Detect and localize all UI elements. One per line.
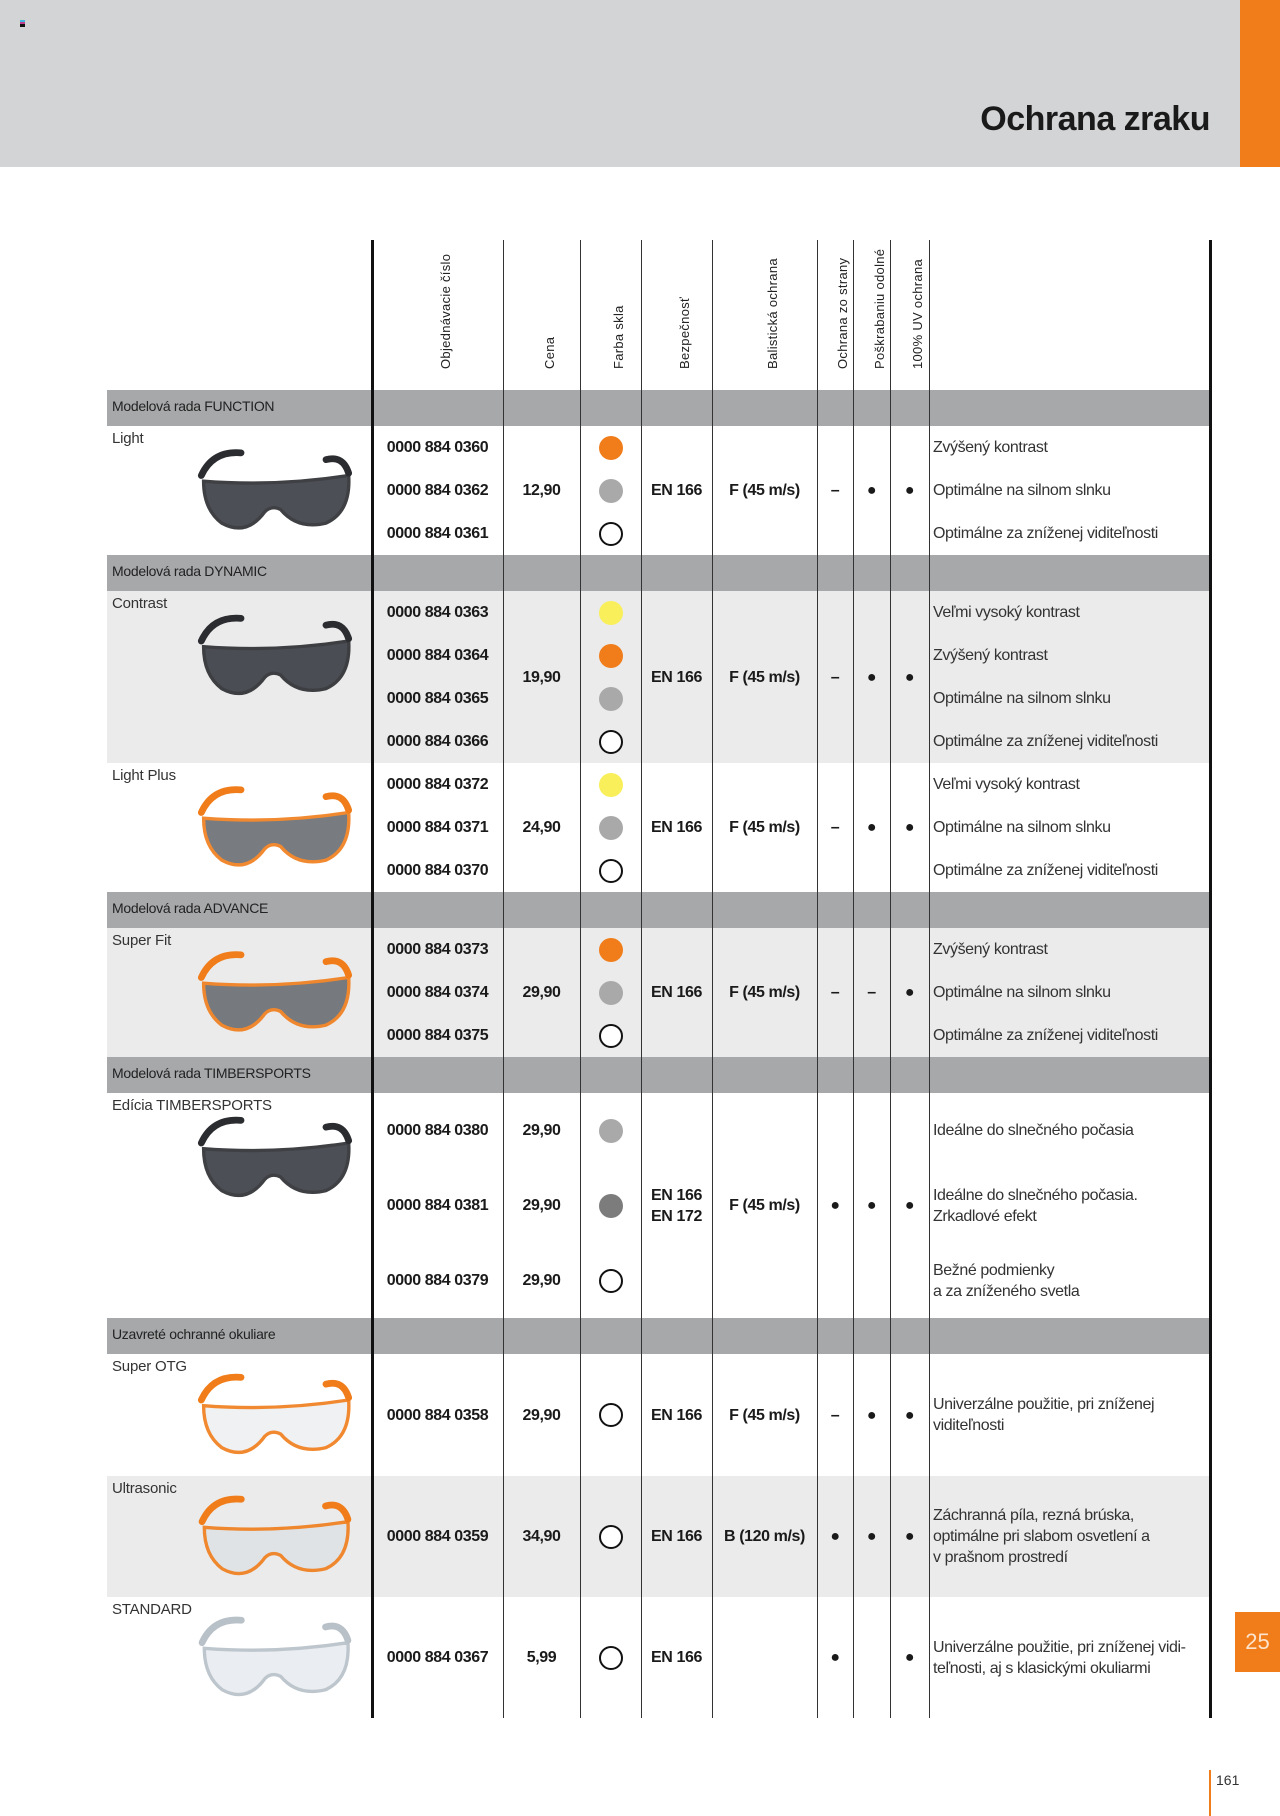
ballistic-protection: B (120 m/s) (724, 1528, 805, 1545)
column-header-label: Farba skla (610, 305, 626, 369)
side-protection: – (830, 482, 840, 499)
lens-color (580, 720, 641, 763)
order-number: 0000 884 0361 (386, 525, 489, 542)
page-number: 161 (1216, 1772, 1240, 1788)
product-image (190, 1609, 360, 1710)
description: Optimálne na silnom slnku (933, 819, 1111, 836)
uv-protection: ● (904, 1406, 915, 1424)
ballistic-protection: F (45 m/s) (729, 984, 800, 1001)
product-name: Super Fit (112, 932, 172, 949)
column-header (372, 240, 503, 390)
safety-glasses-icon (190, 603, 360, 713)
column-divider (503, 240, 504, 1718)
description: Optimálne za zníženej viditeľnosti (933, 1027, 1158, 1044)
order-number: 0000 884 0375 (386, 1027, 489, 1044)
description: Záchranná píla, rezná brúska, optimálne pri slabom osvetlení a v prašnom prostredí (933, 1507, 1150, 1566)
column-divider (712, 240, 713, 1718)
order-number: 0000 884 0370 (386, 862, 489, 879)
safety-standard: EN 166 EN 172 (651, 1186, 702, 1225)
column-header (712, 240, 817, 390)
lens-color (580, 1014, 641, 1057)
description: Univerzálne použitie, pri zníženej vidi- teľnosti, aj s klasickými okuliarmi (933, 1638, 1186, 1677)
price: 12,90 (522, 482, 561, 499)
gray-lens-dot-icon (599, 479, 623, 503)
scratch-resistant: ● (866, 1406, 877, 1424)
header-accent (1240, 0, 1280, 167)
column-divider (371, 240, 374, 1718)
product-name: Edícia TIMBERSPORTS (112, 1097, 272, 1114)
safety-glasses-icon (190, 1366, 360, 1468)
order-number: 0000 884 0374 (386, 984, 489, 1001)
product-name: STANDARD (112, 1601, 192, 1618)
price: 29,90 (522, 1197, 561, 1214)
lens-color (580, 763, 641, 806)
description: Zvýšený kontrast (933, 647, 1048, 664)
clear-lens-circle-icon (599, 730, 623, 754)
product-name: Light (112, 430, 144, 447)
column-header-label: Ochrana zo strany (835, 257, 850, 369)
clear-lens-circle-icon (599, 1646, 623, 1670)
column-divider (890, 240, 891, 1718)
column-header-label: Balistická ochrana (764, 258, 780, 369)
uv-protection: ● (904, 819, 915, 836)
scratch-resistant (853, 1597, 890, 1718)
lens-color (580, 634, 641, 677)
ballistic-protection (712, 1597, 817, 1718)
uv-protection: ● (904, 1649, 915, 1666)
order-number: 0000 884 0358 (386, 1406, 489, 1424)
product-name: Super OTG (112, 1358, 187, 1375)
safety-glasses-icon (190, 1609, 360, 1710)
description: Ideálne do slnečného počasia. Zrkadlové efekt (933, 1186, 1138, 1225)
order-number: 0000 884 0373 (386, 941, 489, 958)
lens-color (580, 1597, 641, 1718)
column-header-label: Cena (541, 336, 557, 369)
safety-glasses-icon (190, 438, 360, 547)
description: Optimálne na silnom slnku (933, 984, 1111, 1001)
safety-glasses-icon (190, 940, 360, 1049)
column-divider (580, 240, 581, 1718)
price: 29,90 (522, 1122, 561, 1139)
clear-lens-circle-icon (599, 1269, 623, 1293)
yellow-lens-dot-icon (599, 773, 623, 797)
section-title: Modelová rada FUNCTION (112, 398, 275, 414)
safety-glasses-icon (190, 775, 360, 884)
ballistic-protection: F (45 m/s) (729, 668, 800, 686)
section-header (107, 1318, 1210, 1354)
section-title: Modelová rada DYNAMIC (112, 563, 267, 579)
price: 29,90 (522, 984, 561, 1001)
page-number-divider (1209, 1770, 1211, 1816)
safety-standard: EN 166 (651, 819, 702, 836)
lens-color (580, 469, 641, 512)
section-title: Modelová rada TIMBERSPORTS (112, 1065, 311, 1081)
lens-color (580, 806, 641, 849)
uv-protection: ● (904, 668, 915, 686)
lens-color (580, 1168, 641, 1243)
product-image (190, 438, 360, 547)
clear-lens-circle-icon (599, 1024, 623, 1048)
lens-color (580, 512, 641, 555)
scratch-resistant: ● (866, 1197, 877, 1214)
product-name: Ultrasonic (112, 1480, 177, 1497)
order-number: 0000 884 0371 (386, 819, 489, 836)
lens-color (580, 426, 641, 469)
description: Optimálne na silnom slnku (933, 482, 1111, 499)
ballistic-protection: F (45 m/s) (729, 482, 800, 499)
description: Ideálne do slnečného počasia (933, 1122, 1134, 1139)
price: 24,90 (522, 819, 561, 836)
description: Optimálne na silnom slnku (933, 690, 1111, 707)
print-marks (20, 20, 25, 27)
price: 29,90 (522, 1272, 561, 1289)
uv-protection: ● (904, 1528, 915, 1545)
description: Optimálne za zníženej viditeľnosti (933, 525, 1158, 542)
description: Optimálne za zníženej viditeľnosti (933, 862, 1158, 879)
section-header (107, 1057, 1210, 1093)
price: 34,90 (522, 1528, 561, 1545)
lens-color (580, 928, 641, 971)
uv-protection: ● (904, 482, 915, 499)
column-header (503, 240, 580, 390)
orange-lens-dot-icon (599, 938, 623, 962)
lens-color (580, 1093, 641, 1168)
gray-lens-dot-icon (599, 687, 623, 711)
uv-protection: ● (904, 1197, 915, 1214)
section-header (107, 892, 1210, 928)
ballistic-protection: F (45 m/s) (729, 819, 800, 836)
order-number: 0000 884 0359 (386, 1528, 489, 1545)
chapter-tab: 25 (1235, 1612, 1280, 1672)
clear-lens-circle-icon (599, 1403, 623, 1427)
darkgray-lens-dot-icon (599, 1194, 623, 1218)
order-number: 0000 884 0372 (386, 776, 489, 793)
scratch-resistant: – (867, 984, 876, 1001)
order-number: 0000 884 0381 (386, 1197, 489, 1214)
side-protection: – (830, 819, 840, 836)
header-band (0, 0, 1240, 167)
column-header-label: Bezpečnosť (676, 296, 692, 369)
safety-standard: EN 166 (651, 1528, 702, 1545)
side-protection: ● (830, 1197, 840, 1214)
safety-glasses-icon (190, 1488, 360, 1589)
product-image (190, 1488, 360, 1589)
section-title: Modelová rada ADVANCE (112, 900, 269, 916)
column-divider (853, 240, 854, 1718)
lens-color (580, 591, 641, 634)
lens-color (580, 849, 641, 892)
orange-lens-dot-icon (599, 436, 623, 460)
lens-color (580, 1476, 641, 1597)
section-title: Uzavreté ochranné okuliare (112, 1326, 276, 1342)
gray-lens-dot-icon (599, 1119, 623, 1143)
column-divider (1209, 240, 1212, 1718)
clear-lens-circle-icon (599, 522, 623, 546)
order-number: 0000 884 0362 (386, 482, 489, 499)
column-divider (641, 240, 642, 1718)
side-protection: – (830, 1406, 840, 1424)
column-header-label: 100% UV ochrana (909, 258, 925, 369)
lens-color (580, 971, 641, 1014)
column-header (580, 240, 641, 390)
safety-standard: EN 166 (651, 1649, 702, 1666)
ballistic-protection: F (45 m/s) (729, 1197, 800, 1214)
order-number: 0000 884 0363 (386, 604, 489, 621)
order-number: 0000 884 0380 (386, 1122, 489, 1139)
side-protection: – (830, 668, 840, 686)
scratch-resistant: ● (866, 819, 877, 836)
yellow-lens-dot-icon (599, 601, 623, 625)
side-protection: ● (830, 1528, 840, 1545)
description: Univerzálne použitie, pri zníženej viditeľnosti (933, 1396, 1155, 1434)
section-header (107, 555, 1210, 591)
product-image (190, 1366, 360, 1468)
order-number: 0000 884 0364 (386, 647, 489, 664)
product-image (190, 603, 360, 713)
safety-standard: EN 166 (651, 1406, 702, 1424)
orange-lens-dot-icon (599, 644, 623, 668)
ballistic-protection: F (45 m/s) (729, 1406, 800, 1424)
scratch-resistant: ● (866, 482, 877, 499)
price: 29,90 (522, 1406, 561, 1424)
column-header (890, 240, 929, 390)
order-number: 0000 884 0360 (386, 439, 489, 456)
column-header (853, 240, 890, 390)
description: Bežné podmienky a za zníženého svetla (933, 1261, 1080, 1300)
clear-lens-circle-icon (599, 859, 623, 883)
order-number: 0000 884 0366 (386, 733, 489, 750)
description: Veľmi vysoký kontrast (933, 604, 1080, 621)
gray-lens-dot-icon (599, 816, 623, 840)
safety-glasses-icon (190, 1105, 360, 1215)
lens-color (580, 677, 641, 720)
column-header-label: Objednávacie číslo (437, 253, 453, 369)
safety-standard: EN 166 (651, 984, 702, 1001)
side-protection: – (830, 984, 840, 1001)
product-name: Light Plus (112, 767, 176, 784)
safety-standard: EN 166 (651, 482, 702, 499)
product-image (190, 775, 360, 884)
column-header (641, 240, 712, 390)
page-title: Ochrana zraku (980, 100, 1210, 138)
order-number: 0000 884 0379 (386, 1272, 489, 1289)
column-header-label: Poškrabaniu odolné (871, 248, 887, 369)
column-divider (929, 240, 930, 1718)
gray-lens-dot-icon (599, 981, 623, 1005)
price: 19,90 (522, 668, 561, 686)
uv-protection: ● (904, 984, 915, 1001)
order-number: 0000 884 0367 (386, 1649, 489, 1666)
product-image (190, 1105, 360, 1215)
lens-color (580, 1354, 641, 1476)
description: Zvýšený kontrast (933, 941, 1048, 958)
clear-lens-circle-icon (599, 1525, 623, 1549)
product-name: Contrast (112, 595, 168, 612)
scratch-resistant: ● (866, 668, 877, 686)
description: Optimálne za zníženej viditeľnosti (933, 733, 1158, 750)
description: Zvýšený kontrast (933, 439, 1048, 456)
scratch-resistant: ● (866, 1528, 877, 1545)
safety-standard: EN 166 (651, 668, 702, 686)
lens-color (580, 1243, 641, 1318)
order-number: 0000 884 0365 (386, 690, 489, 707)
price: 5,99 (526, 1649, 557, 1666)
product-image (190, 940, 360, 1049)
column-header (817, 240, 853, 390)
side-protection: ● (830, 1649, 840, 1666)
column-divider (817, 240, 818, 1718)
section-header (107, 390, 1210, 426)
description: Veľmi vysoký kontrast (933, 776, 1080, 793)
